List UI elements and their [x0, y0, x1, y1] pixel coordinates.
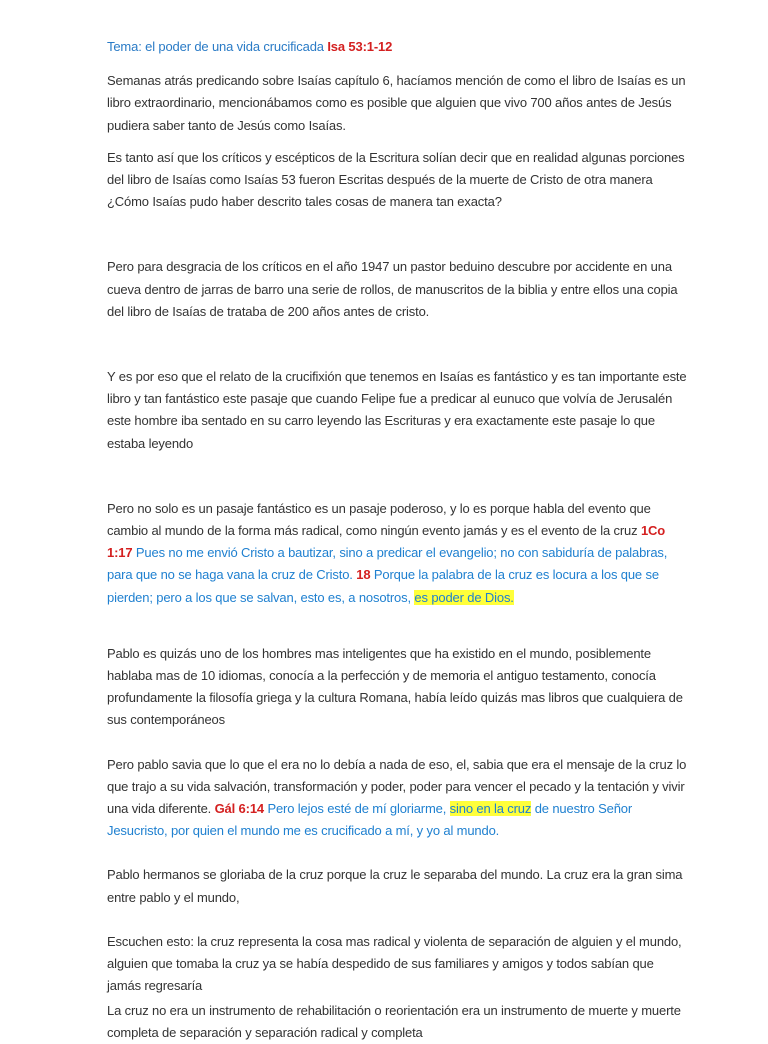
paragraph-2: Es tanto así que los críticos y escépticos de la Escritura solían decir que en realidad algunas porciones del libro de Isaías como Isaías 53 fueron Escritas después de la muerte de Cristo de otra manera ¿Cómo Isaías pudo haber descrito tales cosas de manera tan exacta? — [107, 149, 685, 210]
paragraph-10: La cruz no era un instrumento de rehabilitación o reorientación era un instrumento de muerte y muerte completa de separación y separación radical y completa — [107, 1002, 681, 1040]
sermon-title — [107, 36, 688, 58]
paragraph-7-text: Pero pablo savia que lo que el era no lo debía a nada de eso, el, sabia que era el mensaje de la cruz lo que trajo a su vida salvación, transformación y poder, poder para vencer el pecado y la tentación y vivir una vida diferente. — [107, 756, 687, 817]
scripture-quote-2: Porque la palabra de la cruz es locura a los que se pierden; pero a los que se salvan, esto es, a nosotros, — [107, 567, 659, 605]
paragraph-1: Semanas atrás predicando sobre Isaías capítulo 6, hacíamos mención de como el libro de Isaías es un libro extraordinario, mencionábamos como es posible que alguien que vivo 700 años antes de Jesús pudiera saber tanto de Jesús como Isaías. — [107, 73, 686, 133]
title-scripture-ref: Isa 53:1-12 — [327, 39, 393, 54]
paragraph-7 — [107, 754, 688, 843]
scripture-quote-3: Pero lejos esté de mí gloriarme, — [267, 801, 447, 817]
paragraph-6: Pablo es quizás uno de los hombres mas inteligentes que ha existido en el mundo, posiblemente hablaba mas de 10 idiomas, conocía a la perfección y de memoria el antiguo testamento, conocía profundamente la filosofía griega y la cultura Romana, había leído quizás mas libros que cualquiera de sus contemporáneos — [107, 645, 683, 728]
highlighted-quote: es poder de Dios. — [414, 589, 514, 605]
paragraph-9: Escuchen esto: la cruz representa la cosa mas radical y violenta de separación de alguien y el mundo, alguien que tomaba la cruz ya se había despedido de sus familiares y amigos y todos sabían que jamás regresaría — [107, 933, 682, 994]
scripture-quote-1: Pues no me envió Cristo a bautizar, sino a predicar el evangelio; no con sabiduría de palabras, para que no se haga vana la cruz de Cristo. — [107, 545, 668, 583]
scripture-quote-4: de nuestro Señor Jesucristo, por quien el mundo me es crucificado a mí, y yo al mundo. — [107, 801, 633, 839]
verse-number-18: 18 — [356, 567, 371, 583]
title-label: Tema: el poder de una vida crucificada — [107, 39, 324, 54]
paragraph-5 — [107, 498, 688, 609]
paragraph-4: Y es por eso que el relato de la crucifixión que tenemos en Isaías es fantástico y es tan importante este libro y tan fantástico este pasaje que cuando Felipe fue a predicar al eunuco que volvía de Jerusalén este hombre iba sentado en su carro leyendo las Escrituras y era exactamente este pasaje lo que estaba leyendo — [107, 369, 687, 451]
paragraph-8: Pablo hermanos se gloriaba de la cruz porque la cruz le separaba del mundo. La cruz era la gran sima entre pablo y el mundo, — [107, 867, 683, 905]
scripture-ref-gal-6-14: Gál 6:14 — [214, 801, 264, 817]
paragraph-5-text: Pero no solo es un pasaje fantástico es un pasaje poderoso, y lo es porque habla del evento que cambio al mundo de la forma más radical, como ningún evento jamás y es el evento de la cruz — [107, 500, 651, 539]
paragraph-3: Pero para desgracia de los críticos en el año 1947 un pastor beduino descubre por accidente en una cueva dentro de jarras de barro una serie de rollos, de manuscritos de la biblia y entre ellos una copia del libro de Isaías de trataba de 200 años antes de cristo. — [107, 259, 678, 319]
scripture-ref-1co-1-17: 1Co 1:17 — [107, 523, 666, 561]
highlighted-quote-2: sino en la cruz — [449, 801, 532, 817]
